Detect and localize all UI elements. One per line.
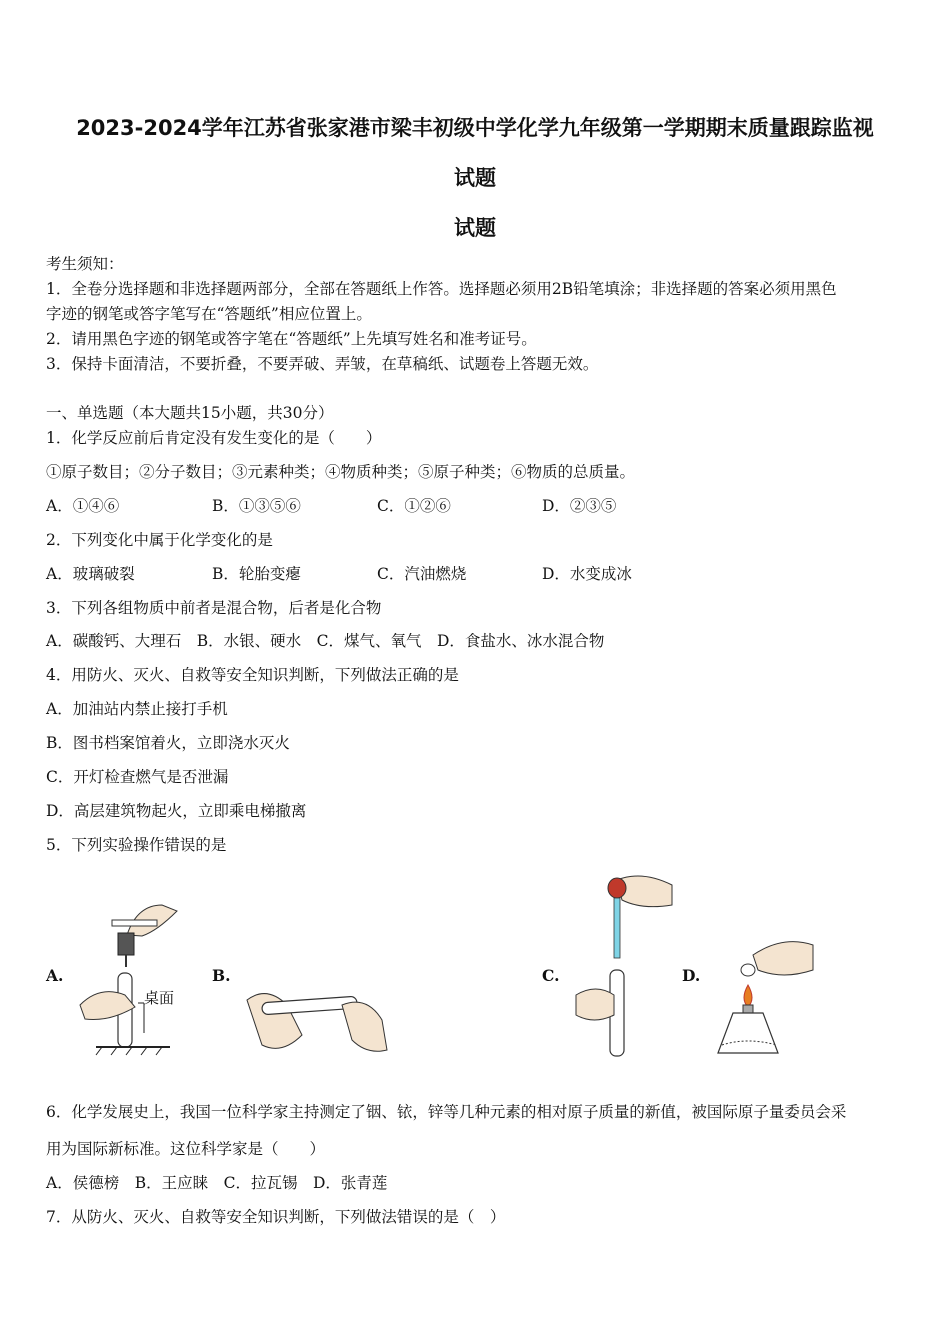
page-title: 2023-2024学年江苏省张家港市梁丰初级中学化学九年级第一学期期末质量跟踪监视 <box>76 116 874 140</box>
notice-item-2: 2．请用黑色字迹的钢笔或答字笔在“答题纸”上先填写姓名和准考证号。 <box>46 330 537 348</box>
q2-option-d: D．水变成冰 <box>542 565 632 583</box>
q2-option-b: B．轮胎变瘪 <box>212 565 301 583</box>
q1-items: ①原子数目；②分子数目；③元素种类；④物质种类；⑤原子种类；⑥物质的总质量。 <box>46 463 636 481</box>
q6-options: A．侯德榜 B．王应睐 C．拉瓦锡 D．张青莲 <box>46 1174 388 1192</box>
notice-item-1b: 字迹的钢笔或答字笔写在“答题纸”相应位置上。 <box>46 305 372 323</box>
q4-option-d: D．高层建筑物起火，立即乘电梯撤离 <box>46 802 307 820</box>
section-heading: 一、单选题（本大题共15小题，共30分） <box>46 404 334 422</box>
q5-label-a: A. <box>46 966 64 985</box>
notice-item-1a: 1．全卷分选择题和非选择题两部分，全部在答题纸上作答。选择题必须用2B铅笔填涂；非选择题的答案必须用黑色 <box>46 280 837 298</box>
q4-option-a: A．加油站内禁止接打手机 <box>46 700 228 718</box>
q4-option-c: C．开灯检查燃气是否泄漏 <box>46 768 229 786</box>
q3-options: A．碳酸钙、大理石 B．水银、硬水 C．煤气、氧气 D．食盐水、冰水混合物 <box>46 632 605 650</box>
q4-stem: 4．用防火、灭火、自救等安全知识判断，下列做法正确的是 <box>46 666 459 684</box>
q5-figure-b-shaking-test-tube <box>242 980 392 1060</box>
q1-option-a: A．①④⑥ <box>46 497 120 515</box>
q5-label-c: C. <box>542 966 560 985</box>
q1-option-c: C．①②⑥ <box>377 497 451 515</box>
q5-figure-c-dropper <box>572 870 677 1060</box>
q5-figure-a-label: 桌面 <box>144 989 175 1007</box>
q2-option-c: C．汽油燃烧 <box>377 565 467 583</box>
q5-stem: 5．下列实验操作错误的是 <box>46 836 227 854</box>
notice-heading: 考生须知： <box>46 255 124 273</box>
q1-stem: 1．化学反应前后肯定没有发生变化的是（ ） <box>46 429 382 447</box>
q7-stem: 7．从防火、灭火、自救等安全知识判断，下列做法错误的是（ ） <box>46 1208 506 1226</box>
q4-option-b: B．图书档案馆着火，立即浇水灭火 <box>46 734 290 752</box>
page-title-line2: 试题 <box>454 166 496 190</box>
q5-label-b: B. <box>212 966 231 985</box>
q1-option-d: D．②③⑤ <box>542 497 617 515</box>
q5-figure-d-alcohol-lamp <box>708 935 818 1060</box>
q5-label-d: D. <box>682 966 701 985</box>
notice-item-3: 3．保持卡面清洁，不要折叠，不要弄破、弄皱，在草稿纸、试题卷上答题无效。 <box>46 355 599 373</box>
q3-stem: 3．下列各组物质中前者是混合物，后者是化合物 <box>46 599 382 617</box>
q1-option-b: B．①③⑤⑥ <box>212 497 301 515</box>
q2-stem: 2．下列变化中属于化学变化的是 <box>46 531 273 549</box>
q2-option-a: A．玻璃破裂 <box>46 565 135 583</box>
q6-stem-line2: 用为国际新标准。这位科学家是（ ） <box>46 1140 326 1158</box>
page-subtitle: 试题 <box>454 216 496 240</box>
q5-figure-a-test-tube-on-table <box>72 895 182 1057</box>
q6-stem-line1: 6．化学发展史上，我国一位科学家主持测定了铟、铱，锌等几种元素的相对原子质量的新值，被国际原子量委员会采 <box>46 1103 847 1121</box>
